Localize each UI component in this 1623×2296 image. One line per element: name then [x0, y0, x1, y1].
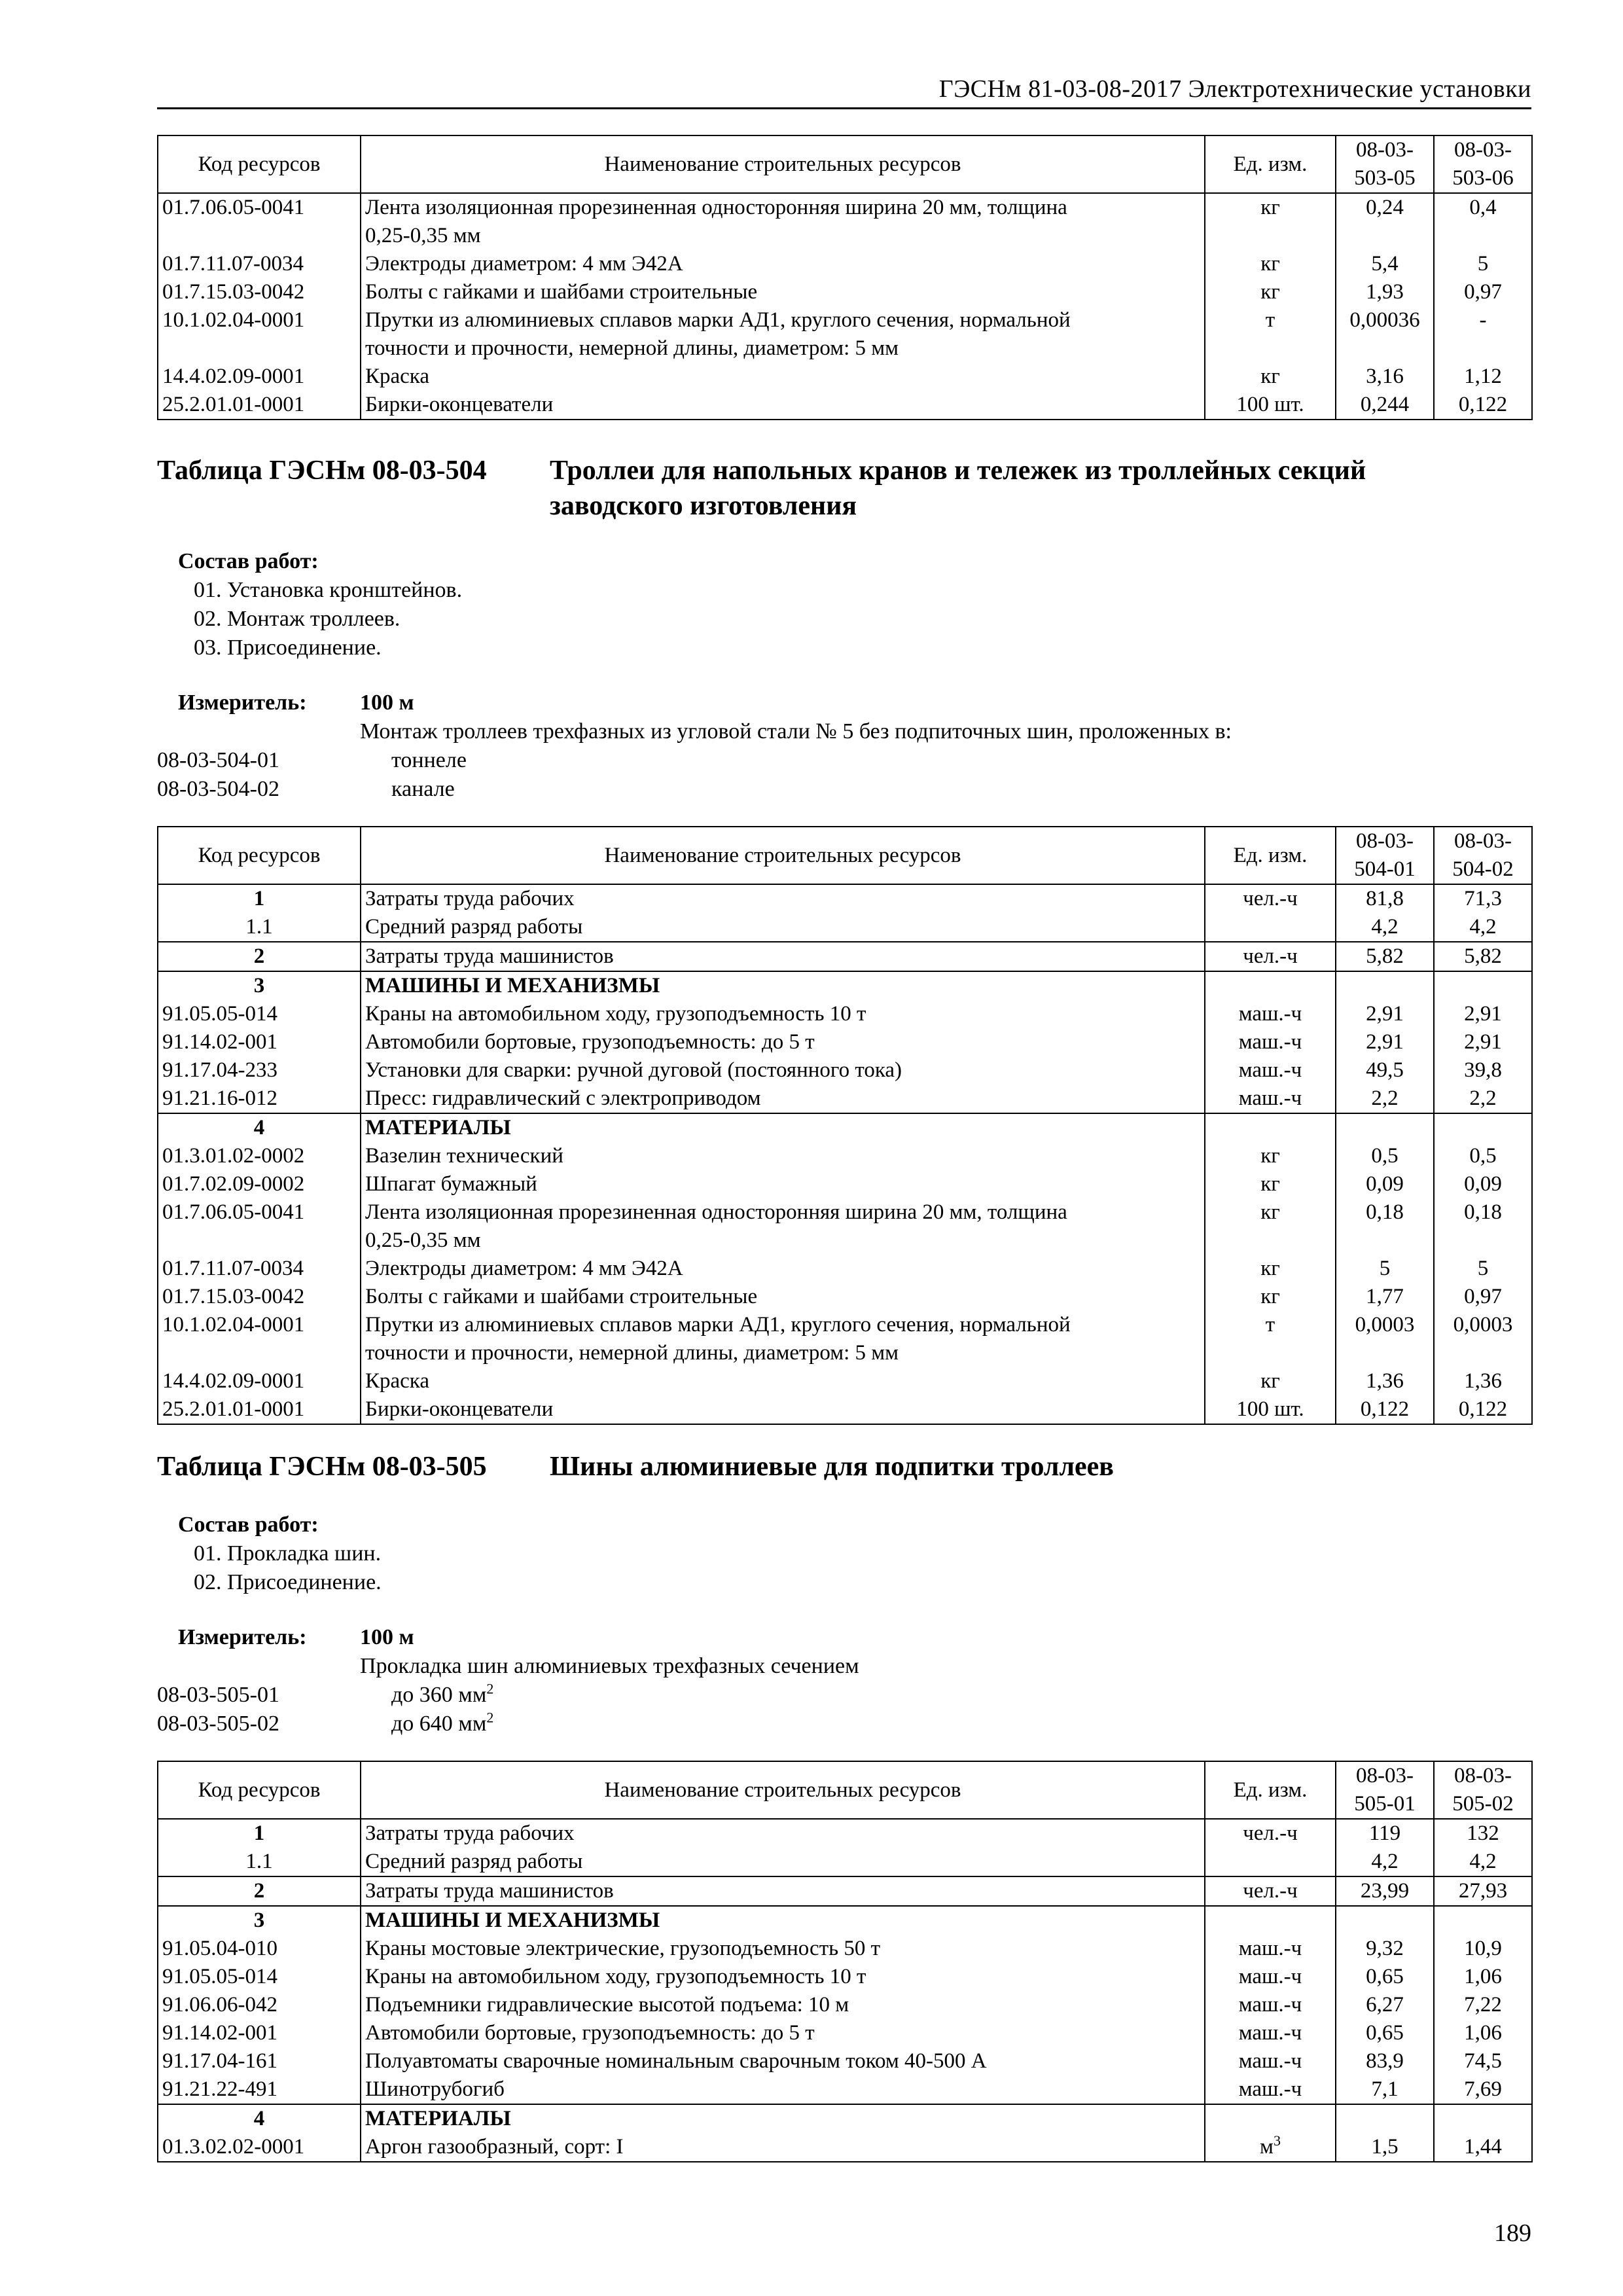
- resource-name-cell: Электроды диаметром: 4 мм Э42А: [361, 250, 1205, 278]
- resource-name-cell: МАТЕРИАЛЫ: [361, 2104, 1205, 2133]
- value-cell: [1434, 2104, 1532, 2133]
- table-header-row: [158, 1761, 1532, 1819]
- resource-name-cell: Краска: [361, 363, 1205, 391]
- value-cell: [1434, 971, 1532, 1000]
- value-cell: 0,09: [1336, 1170, 1434, 1198]
- table-title-line1: Троллеи для напольных кранов и тележек из троллейных секций: [550, 456, 1366, 486]
- value-cell: 0,4: [1434, 193, 1532, 250]
- value-cell: 39,8: [1434, 1056, 1532, 1085]
- resource-code-cell: 1.1: [158, 913, 361, 942]
- unit-cell: маш.-ч: [1205, 1991, 1336, 2019]
- table-label: Таблица ГЭСНм 08-03-504: [157, 456, 487, 486]
- resource-code-cell: 4: [158, 2104, 361, 2133]
- value-cell: 0,97: [1434, 1283, 1532, 1311]
- norm-text: до 640 $мм^2$: [391, 1709, 494, 1736]
- value-cell: 0,18: [1336, 1198, 1434, 1255]
- value-cell: 81,8: [1336, 884, 1434, 913]
- resource-name-cell: Прутки из алюминиевых сплавов марки АД1, круглого сечения, нормальной точности и прочности, немерной длины, диаметром: 5 мм: [361, 306, 1205, 363]
- value-cell: 0,00036: [1336, 306, 1434, 363]
- col-header-v1: 08-03- 503-05: [1336, 135, 1434, 193]
- table-title-line2: заводского изготовления: [550, 491, 857, 521]
- resource-code-cell: 91.14.02-001: [158, 2019, 361, 2047]
- unit-cell: маш.-ч: [1205, 1963, 1336, 1991]
- unit-cell: кг: [1205, 1198, 1336, 1255]
- measure-block-505: [157, 1623, 1531, 1738]
- resource-code-cell: 01.7.06.05-0041: [158, 193, 361, 250]
- work-item: 02. Присоединение.: [194, 1570, 382, 1594]
- works-heading: Состав работ:: [178, 1513, 319, 1537]
- value-cell: 1,06: [1434, 2019, 1532, 2047]
- resource-name-cell: МАШИНЫ И МЕХАНИЗМЫ: [361, 1906, 1205, 1935]
- unit-cell: т: [1205, 306, 1336, 363]
- table-row: [158, 391, 1532, 420]
- unit-cell: [1205, 2104, 1336, 2133]
- value-cell: 5,4: [1336, 250, 1434, 278]
- resource-code-cell: 01.3.01.02-0002: [158, 1142, 361, 1170]
- unit-cell: чел.-ч: [1205, 1819, 1336, 1848]
- work-item: 03. Присоединение.: [194, 636, 382, 660]
- resource-name-cell: Установки для сварки: ручной дуговой (постоянного тока): [361, 1056, 1205, 1085]
- table-row: [158, 1963, 1532, 1991]
- resource-name-cell: Лента изоляционная прорезиненная односторонняя ширина 20 мм, толщина 0,25-0,35 мм: [361, 193, 1205, 250]
- value-cell: 1,44: [1434, 2133, 1532, 2162]
- value-cell: 2,91: [1336, 1028, 1434, 1056]
- value-cell: 0,5: [1434, 1142, 1532, 1170]
- resource-code-cell: 91.17.04-161: [158, 2047, 361, 2075]
- norm-text: канале: [391, 777, 455, 801]
- table-row: [158, 2133, 1532, 2162]
- running-header: ГЭСНм 81-03-08-2017 Электротехнические установки: [157, 72, 1531, 109]
- works-heading: Состав работ:: [178, 549, 319, 573]
- resource-name-cell: Лента изоляционная прорезиненная односторонняя ширина 20 мм, толщина 0,25-0,35 мм: [361, 1198, 1205, 1255]
- value-cell: 2,2: [1434, 1085, 1532, 1113]
- resource-name-cell: МАТЕРИАЛЫ: [361, 1113, 1205, 1142]
- value-cell: 7,1: [1336, 2075, 1434, 2104]
- value-cell: 1,77: [1336, 1283, 1434, 1311]
- resource-code-cell: 14.4.02.09-0001: [158, 1367, 361, 1395]
- meter-value: 100 м: [360, 1625, 414, 1649]
- unit-cell: [1205, 913, 1336, 942]
- table-row: [158, 363, 1532, 391]
- resource-code-cell: 25.2.01.01-0001: [158, 391, 361, 420]
- resource-name-cell: Бирки-оконцеватели: [361, 391, 1205, 420]
- table-header-row: [158, 827, 1532, 884]
- table-row: [158, 2019, 1532, 2047]
- resource-code-cell: 4: [158, 1113, 361, 1142]
- resource-code-cell: 91.14.02-001: [158, 1028, 361, 1056]
- unit-cell: 100 шт.: [1205, 1395, 1336, 1424]
- resource-code-cell: 10.1.02.04-0001: [158, 1311, 361, 1367]
- norm-text: до 360 $мм^2$: [391, 1680, 494, 1707]
- resource-name-cell: Полуавтоматы сварочные номинальным сварочным током 40-500 А: [361, 2047, 1205, 2075]
- table-row: [158, 2075, 1532, 2104]
- table-row: [158, 1819, 1532, 1848]
- meter-description: Монтаж троллеев трехфазных из угловой стали № 5 без подпиточных шин, проложенных в:: [360, 719, 1232, 744]
- resource-code-cell: 91.21.22-491: [158, 2075, 361, 2104]
- resource-name-cell: Краска: [361, 1367, 1205, 1395]
- value-cell: 3,16: [1336, 363, 1434, 391]
- value-cell: 5: [1434, 250, 1532, 278]
- col-header-unit: Ед. изм.: [1205, 827, 1336, 884]
- table-row: [158, 1991, 1532, 2019]
- table-section-row: [158, 2104, 1532, 2133]
- unit-cell: 100 шт.: [1205, 391, 1336, 420]
- meter-label: Измеритель:: [178, 691, 307, 715]
- value-cell: 49,5: [1336, 1056, 1434, 1085]
- value-cell: 1,12: [1434, 363, 1532, 391]
- resource-name-cell: МАШИНЫ И МЕХАНИЗМЫ: [361, 971, 1205, 1000]
- unit-cell: кг: [1205, 250, 1336, 278]
- value-cell: [1434, 1113, 1532, 1142]
- value-cell: [1336, 1113, 1434, 1142]
- value-cell: [1336, 2104, 1434, 2133]
- value-cell: 1,5: [1336, 2133, 1434, 2162]
- table-row: [158, 1028, 1532, 1056]
- resource-code-cell: 01.7.15.03-0042: [158, 1283, 361, 1311]
- measure-block-504: [157, 689, 1531, 804]
- col-header-v1: 08-03- 504-01: [1336, 827, 1434, 884]
- col-header-code: Код ресурсов: [158, 827, 361, 884]
- value-cell: 0,18: [1434, 1198, 1532, 1255]
- value-cell: 0,65: [1336, 2019, 1434, 2047]
- resource-table-504: [157, 826, 1533, 1425]
- resource-code-cell: 91.05.05-014: [158, 1000, 361, 1028]
- resource-code-cell: 01.7.11.07-0034: [158, 1255, 361, 1283]
- resource-name-cell: Средний разряд работы: [361, 913, 1205, 942]
- resource-code-cell: 01.7.06.05-0041: [158, 1198, 361, 1255]
- resource-name-cell: Вазелин технический: [361, 1142, 1205, 1170]
- value-cell: [1336, 971, 1434, 1000]
- work-item: 01. Прокладка шин.: [194, 1541, 382, 1566]
- value-cell: 5,82: [1336, 942, 1434, 971]
- unit-cell: маш.-ч: [1205, 1000, 1336, 1028]
- table-row: [158, 278, 1532, 306]
- table-row: [158, 1255, 1532, 1283]
- value-cell: 132: [1434, 1819, 1532, 1848]
- resource-name-cell: Прутки из алюминиевых сплавов марки АД1, круглого сечения, нормальной точности и прочности, немерной длины, диаметром: 5 мм: [361, 1311, 1205, 1367]
- value-cell: 2,91: [1336, 1000, 1434, 1028]
- resource-name-cell: Электроды диаметром: 4 мм Э42А: [361, 1255, 1205, 1283]
- value-cell: 0,244: [1336, 391, 1434, 420]
- value-cell: 2,91: [1434, 1028, 1532, 1056]
- resource-name-cell: Бирки-оконцеватели: [361, 1395, 1205, 1424]
- resource-code-cell: 2: [158, 942, 361, 971]
- table-row: [158, 306, 1532, 363]
- resource-name-cell: Затраты труда рабочих: [361, 884, 1205, 913]
- value-cell: 83,9: [1336, 2047, 1434, 2075]
- col-header-name: Наименование строительных ресурсов: [361, 135, 1205, 193]
- table-row: [158, 1367, 1532, 1395]
- unit-cell: маш.-ч: [1205, 2019, 1336, 2047]
- value-cell: 5: [1336, 1255, 1434, 1283]
- unit-cell: кг: [1205, 1255, 1336, 1283]
- resource-code-cell: 25.2.01.01-0001: [158, 1395, 361, 1424]
- value-cell: 6,27: [1336, 1991, 1434, 2019]
- value-cell: 0,24: [1336, 193, 1434, 250]
- value-cell: 0,122: [1336, 1395, 1434, 1424]
- value-cell: 74,5: [1434, 2047, 1532, 2075]
- col-header-code: Код ресурсов: [158, 135, 361, 193]
- table-title-504: [157, 453, 1531, 525]
- resource-name-cell: Краны на автомобильном ходу, грузоподъемность 10 т: [361, 1000, 1205, 1028]
- col-header-unit: Ед. изм.: [1205, 1761, 1336, 1819]
- value-cell: 0,97: [1434, 278, 1532, 306]
- unit-cell: [1205, 1848, 1336, 1876]
- resource-code-cell: 91.05.04-010: [158, 1935, 361, 1963]
- meter-label: Измеритель:: [178, 1625, 307, 1649]
- value-cell: 5,82: [1434, 942, 1532, 971]
- unit-cell: чел.-ч: [1205, 884, 1336, 913]
- value-cell: 0,0003: [1434, 1311, 1532, 1367]
- table-section-row: [158, 1906, 1532, 1935]
- table-header-row: [158, 135, 1532, 193]
- resource-name-cell: Болты с гайками и шайбами строительные: [361, 278, 1205, 306]
- table-row: [158, 1085, 1532, 1113]
- value-cell: 0,0003: [1336, 1311, 1434, 1367]
- resource-code-cell: 01.7.15.03-0042: [158, 278, 361, 306]
- unit-cell: т: [1205, 1311, 1336, 1367]
- value-cell: 27,93: [1434, 1876, 1532, 1906]
- col-header-v2: 08-03- 505-02: [1434, 1761, 1532, 1819]
- value-cell: [1434, 1906, 1532, 1935]
- unit-cell: кг: [1205, 1170, 1336, 1198]
- resource-name-cell: Пресс: гидравлический с электроприводом: [361, 1085, 1205, 1113]
- value-cell: 7,22: [1434, 1991, 1532, 2019]
- unit-cell: чел.-ч: [1205, 1876, 1336, 1906]
- value-cell: 0,65: [1336, 1963, 1434, 1991]
- unit-cell: $м^3$: [1205, 2133, 1336, 2162]
- table-row: [158, 2047, 1532, 2075]
- norm-code: 08-03-505-01: [157, 1683, 279, 1707]
- value-cell: 2,2: [1336, 1085, 1434, 1113]
- resource-code-cell: 01.3.02.02-0001: [158, 2133, 361, 2162]
- value-cell: 4,2: [1336, 913, 1434, 942]
- page-number: 189: [1494, 2219, 1531, 2247]
- unit-cell: чел.-ч: [1205, 942, 1336, 971]
- resource-name-cell: Краны мостовые электрические, грузоподъемность 50 т: [361, 1935, 1205, 1963]
- table-row: [158, 1311, 1532, 1367]
- value-cell: 1,06: [1434, 1963, 1532, 1991]
- resource-table-503: [157, 135, 1533, 420]
- col-header-name: Наименование строительных ресурсов: [361, 1761, 1205, 1819]
- resource-name-cell: Аргон газообразный, сорт: I: [361, 2133, 1205, 2162]
- unit-cell: кг: [1205, 193, 1336, 250]
- value-cell: 1,93: [1336, 278, 1434, 306]
- unit-cell: кг: [1205, 363, 1336, 391]
- value-cell: 23,99: [1336, 1876, 1434, 1906]
- value-cell: 0,09: [1434, 1170, 1532, 1198]
- resource-name-cell: Автомобили бортовые, грузоподъемность: до 5 т: [361, 2019, 1205, 2047]
- resource-code-cell: 91.06.06-042: [158, 1991, 361, 2019]
- norm-code: 08-03-504-02: [157, 777, 279, 801]
- resource-code-cell: 1.1: [158, 1848, 361, 1876]
- unit-cell: [1205, 971, 1336, 1000]
- value-cell: 4,2: [1434, 1848, 1532, 1876]
- value-cell: 71,3: [1434, 884, 1532, 913]
- table-row: [158, 884, 1532, 913]
- resource-code-cell: 1: [158, 884, 361, 913]
- unit-cell: маш.-ч: [1205, 1028, 1336, 1056]
- table-row: [158, 1935, 1532, 1963]
- meter-value: 100 м: [360, 691, 414, 715]
- table-row: [158, 1000, 1532, 1028]
- col-header-code: Код ресурсов: [158, 1761, 361, 1819]
- resource-code-cell: 14.4.02.09-0001: [158, 363, 361, 391]
- value-cell: 0,5: [1336, 1142, 1434, 1170]
- unit-cell: кг: [1205, 1283, 1336, 1311]
- value-cell: 9,32: [1336, 1935, 1434, 1963]
- resource-code-cell: 3: [158, 971, 361, 1000]
- value-cell: 0,122: [1434, 391, 1532, 420]
- table-row: [158, 1198, 1532, 1255]
- norm-text: тоннеле: [391, 748, 467, 772]
- value-cell: 5: [1434, 1255, 1532, 1283]
- col-header-v2: 08-03- 503-06: [1434, 135, 1532, 193]
- table-row: [158, 913, 1532, 942]
- table-row: [158, 1142, 1532, 1170]
- norm-code: 08-03-505-02: [157, 1712, 279, 1736]
- resource-name-cell: Шинотрубогиб: [361, 2075, 1205, 2104]
- table-row: [158, 1395, 1532, 1424]
- resource-name-cell: Автомобили бортовые, грузоподъемность: до 5 т: [361, 1028, 1205, 1056]
- table-row: [158, 1283, 1532, 1311]
- unit-cell: маш.-ч: [1205, 1085, 1336, 1113]
- work-composition-505: [157, 1511, 1531, 1597]
- value-cell: 4,2: [1434, 913, 1532, 942]
- unit-cell: маш.-ч: [1205, 1056, 1336, 1085]
- resource-code-cell: 1: [158, 1819, 361, 1848]
- resource-code-cell: 91.21.16-012: [158, 1085, 361, 1113]
- resource-name-cell: Затраты труда рабочих: [361, 1819, 1205, 1848]
- table-title-line1: Шины алюминиевые для подпитки троллеев: [550, 1452, 1114, 1482]
- table-section-row: [158, 971, 1532, 1000]
- table-row: [158, 1170, 1532, 1198]
- work-composition-504: [157, 547, 1531, 662]
- resource-code-cell: 3: [158, 1906, 361, 1935]
- resource-name-cell: Шпагат бумажный: [361, 1170, 1205, 1198]
- table-row: [158, 193, 1532, 250]
- value-cell: 1,36: [1336, 1367, 1434, 1395]
- unit-cell: кг: [1205, 278, 1336, 306]
- value-cell: 10,9: [1434, 1935, 1532, 1963]
- table-row: [158, 1056, 1532, 1085]
- table-row: [158, 1876, 1532, 1906]
- resource-name-cell: Средний разряд работы: [361, 1848, 1205, 1876]
- value-cell: 119: [1336, 1819, 1434, 1848]
- table-title-505: [157, 1449, 1531, 1486]
- table-row: [158, 942, 1532, 971]
- unit-cell: [1205, 1113, 1336, 1142]
- resource-code-cell: 91.05.05-014: [158, 1963, 361, 1991]
- value-cell: 7,69: [1434, 2075, 1532, 2104]
- unit-cell: [1205, 1906, 1336, 1935]
- resource-name-cell: Подъемники гидравлические высотой подъема: 10 м: [361, 1991, 1205, 2019]
- value-cell: -: [1434, 306, 1532, 363]
- resource-code-cell: 01.7.11.07-0034: [158, 250, 361, 278]
- value-cell: 2,91: [1434, 1000, 1532, 1028]
- value-cell: 4,2: [1336, 1848, 1434, 1876]
- norm-code: 08-03-504-01: [157, 748, 279, 772]
- table-label: Таблица ГЭСНм 08-03-505: [157, 1452, 487, 1482]
- work-item: 02. Монтаж троллеев.: [194, 607, 401, 631]
- col-header-unit: Ед. изм.: [1205, 135, 1336, 193]
- table-row: [158, 1848, 1532, 1876]
- work-item: 01. Установка кронштейнов.: [194, 578, 463, 602]
- resource-name-cell: Болты с гайками и шайбами строительные: [361, 1283, 1205, 1311]
- unit-cell: маш.-ч: [1205, 1935, 1336, 1963]
- resource-name-cell: Затраты труда машинистов: [361, 942, 1205, 971]
- resource-code-cell: 01.7.02.09-0002: [158, 1170, 361, 1198]
- col-header-v1: 08-03- 505-01: [1336, 1761, 1434, 1819]
- meter-description: Прокладка шин алюминиевых трехфазных сечением: [360, 1654, 859, 1678]
- resource-code-cell: 2: [158, 1876, 361, 1906]
- unit-cell: маш.-ч: [1205, 2075, 1336, 2104]
- col-header-v2: 08-03- 504-02: [1434, 827, 1532, 884]
- unit-cell: кг: [1205, 1142, 1336, 1170]
- value-cell: 1,36: [1434, 1367, 1532, 1395]
- resource-table-505: [157, 1761, 1533, 2162]
- value-cell: [1336, 1906, 1434, 1935]
- col-header-name: Наименование строительных ресурсов: [361, 827, 1205, 884]
- resource-name-cell: Краны на автомобильном ходу, грузоподъемность 10 т: [361, 1963, 1205, 1991]
- resource-code-cell: 91.17.04-233: [158, 1056, 361, 1085]
- resource-name-cell: Затраты труда машинистов: [361, 1876, 1205, 1906]
- value-cell: 0,122: [1434, 1395, 1532, 1424]
- unit-cell: маш.-ч: [1205, 2047, 1336, 2075]
- table-section-row: [158, 1113, 1532, 1142]
- table-row: [158, 250, 1532, 278]
- resource-code-cell: 10.1.02.04-0001: [158, 306, 361, 363]
- unit-cell: кг: [1205, 1367, 1336, 1395]
